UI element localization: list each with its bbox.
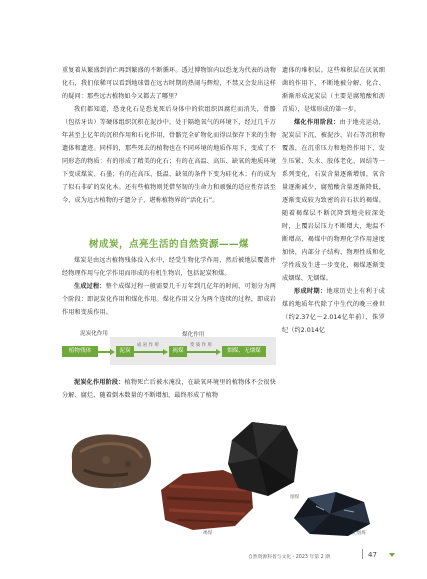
stage-label-coalification: 煤化作用 bbox=[182, 332, 205, 338]
bituminous-sample-image bbox=[224, 418, 302, 498]
peat-sample-image bbox=[66, 430, 154, 492]
paragraph-peatification bbox=[62, 376, 276, 402]
anthracite-sample-caption: 无烟煤 bbox=[352, 531, 366, 536]
section-title: 树成炭，点亮生活的自然资源——煤 bbox=[88, 239, 249, 250]
formation-period-lead: 形成时期： bbox=[294, 288, 327, 295]
lignite-box: 褐煤 bbox=[169, 346, 187, 357]
lignite-sample-caption: 褐煤 bbox=[203, 531, 213, 536]
paragraph-intro-1: 重复着从繁盛到消亡再到繁盛的不断循环。透过博物馆内以恐龙为代表的动物化石，我们依稀可以看到地球曾在远古时期的热闹与辉煌，不禁又会发出这样的疑问：那些远古植物如今又都去了哪里？ bbox=[62, 67, 276, 100]
page-number: 47 bbox=[368, 551, 377, 559]
arrowhead-icon bbox=[110, 349, 115, 355]
paragraph-right-3 bbox=[282, 285, 385, 337]
arrow-lignite-coal bbox=[187, 351, 217, 353]
paragraph-right-1: 遗体的堆积层。这些堆积层在厌氧细菌的作用下，不断地被分解、化合、渐渐形成泥炭层（主要是腐殖酸和沥青质），是煤形成的第一步。 bbox=[282, 67, 385, 113]
left-column-top bbox=[62, 64, 276, 207]
left-column-middle bbox=[62, 254, 276, 319]
peatification-text: 植物死亡后被水淹没，在缺氧环境里的植物体不会很快分解、腐烂，随着倒木数量的不断增加，最终形成了植物 bbox=[62, 379, 276, 399]
coalification-text: 由于地壳运动，泥炭层下沉，被泥沙、岩石等沉积物覆盖，在沉重压力和地热作用下，发生压紧、失水、胶体老化、固结等一系列变化，石炭含量逐渐增加，氧含量逐渐减少，腐殖酸含量逐渐降低，逐渐变成较为致密的岩石状的褐煤。随着褐煤层不断沉降到地壳较深处时，上覆岩层压力不断增大，地温不断增高，褐煤中的物理化学作用速度加快，内部分子结构、物理性质和化学性质发生进一步变化，褐煤逐渐变成烟煤、无烟煤。 bbox=[282, 119, 385, 282]
coal-formation-diagram bbox=[62, 326, 276, 366]
journal-footer: 自然资源科普与文化 · 2023 年第 2 期 bbox=[248, 555, 330, 560]
coalification-lead: 煤化作用阶段： bbox=[294, 119, 340, 126]
footer-divider bbox=[362, 549, 363, 559]
generation-text: 整个成煤过程一般需要几千万年到几亿年的时间，可划分为两个阶段：即泥炭化作用和煤化作用。煤化作用又分为两个连续的过程，即成岩作用和变质作用。 bbox=[62, 283, 276, 316]
bituminous-sample-caption: 烟煤 bbox=[290, 495, 300, 500]
generation-lead: 生成过程： bbox=[74, 283, 106, 290]
peat-sample-caption: 泥炭 bbox=[113, 483, 123, 488]
bituminous-anthracite-box: 烟煤、无烟煤 bbox=[222, 346, 266, 357]
peatification-lead: 泥炭化作用阶段： bbox=[74, 379, 125, 386]
paragraph-right-2 bbox=[282, 116, 385, 285]
stage-label-peatification: 泥炭化作用 bbox=[80, 331, 108, 337]
arrow-peat-lignite bbox=[134, 351, 164, 353]
plant-remains-box: 植物残体 bbox=[62, 346, 98, 357]
triangle-mark-icon bbox=[389, 553, 395, 557]
paragraph-intro-2: 我们都知道，恐龙化石是恐龙死后身体中的软组织因腐烂而消失，骨骼（包括牙齿）等硬体组织沉积在泥沙中，处于隔绝氧气的环境下，经过几千万年甚至上亿年的沉积作用和石化作用，骨骼完全矿物化而得以保存下来的生物遗体和遗迹。同样的，那些死去的植物也在不同环境的地质作用下，变成了不同形态的物质：有的形成了精美的化石；有的在高温、高压、缺氧的地质环境下变成煤炭、石墨；有的在高压、低温、缺氧的条件下变为硅化木；有的成为了似石非矿的炭化木。还有些植物则凭借坚韧的生命力和顽强的适应性存活至今，成为远古植物的孑遗分子，堪称植物界的“活化石”。 bbox=[62, 106, 276, 204]
diagenesis-label: 成 岩 作 用 bbox=[137, 343, 159, 348]
left-column-bottom bbox=[62, 376, 276, 402]
peat-box: 泥炭 bbox=[116, 346, 134, 357]
arrowhead-icon bbox=[216, 349, 221, 355]
arrowhead-icon bbox=[163, 349, 168, 355]
paragraph-generation-process bbox=[62, 280, 276, 319]
paragraph-coal-definition: 煤炭是由远古植物残体没入水中，经受生物化学作用，然后被地层覆盖并经物理作用与化学作用而形成的有机生物岩，包括泥炭和煤。 bbox=[62, 257, 276, 277]
right-column bbox=[282, 64, 385, 337]
metamorphism-label: 变 质 作 用 bbox=[190, 343, 212, 348]
formation-period-text: 地球历史上有利于成煤的地质年代除了中生代的晚三叠世（约2.37亿～2.014亿年前）、侏罗纪（约2.014亿 bbox=[282, 288, 386, 334]
